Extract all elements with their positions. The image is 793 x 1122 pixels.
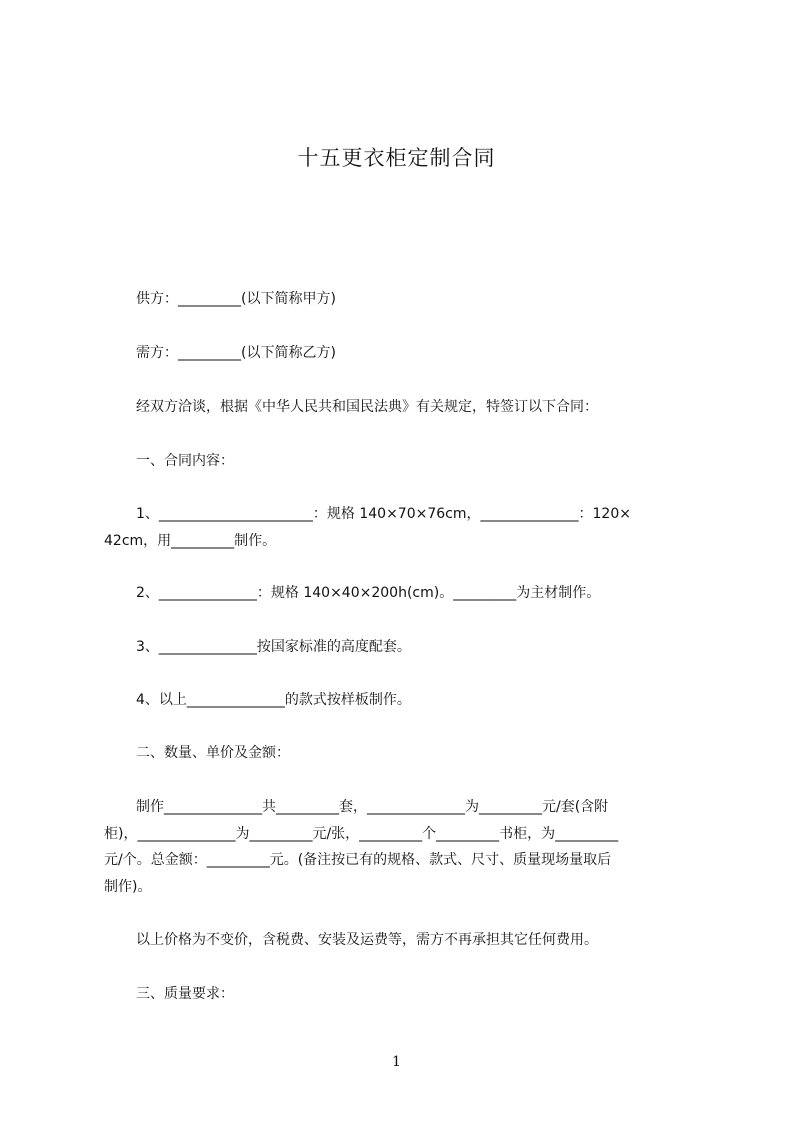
item-2: 2、______________：规格 140×40×200h(cm)。_________为主材制作。 bbox=[136, 585, 601, 601]
section-heading-quantity-price: 二、数量、单价及金额： bbox=[136, 745, 290, 761]
page-number: 1 bbox=[392, 1054, 401, 1070]
intro-paragraph: 经双方洽谈，根据《中华人民共和国民法典》有关规定，特签订以下合同： bbox=[136, 399, 598, 415]
item-1-line-2: 42cm，用_________制作。 bbox=[104, 533, 277, 549]
pricing-line-2: 柜)，______________为_________元/张，_________个_________书柜，为_________ bbox=[104, 826, 619, 842]
pricing-line-3: 元/个。总金额：_________元。(备注按已有的规格、款式、尺寸、质量现场量取后 bbox=[104, 852, 612, 868]
pricing-line-4: 制作)。 bbox=[104, 879, 152, 895]
section-heading-quality: 三、质量要求： bbox=[136, 986, 234, 1002]
buyer-line: 需方：_________(以下简称乙方) bbox=[136, 345, 336, 361]
price-note: 以上价格为不变价，含税费、安装及运费等，需方不再承担其它任何费用。 bbox=[136, 932, 598, 948]
item-1-line-1: 1、______________________：规格 140×70×76cm，______________：120× bbox=[136, 506, 631, 522]
section-heading-contract-content: 一、合同内容： bbox=[136, 453, 234, 469]
pricing-line-1: 制作______________共_________套，______________为_________元/套(含附 bbox=[136, 799, 609, 815]
item-4: 4、以上______________的款式按样板制作。 bbox=[136, 692, 411, 708]
item-3: 3、______________按国家标准的高度配套。 bbox=[136, 639, 411, 655]
supplier-line: 供方：_________(以下简称甲方) bbox=[136, 291, 336, 307]
document-title: 十五更衣柜定制合同 bbox=[297, 146, 496, 170]
